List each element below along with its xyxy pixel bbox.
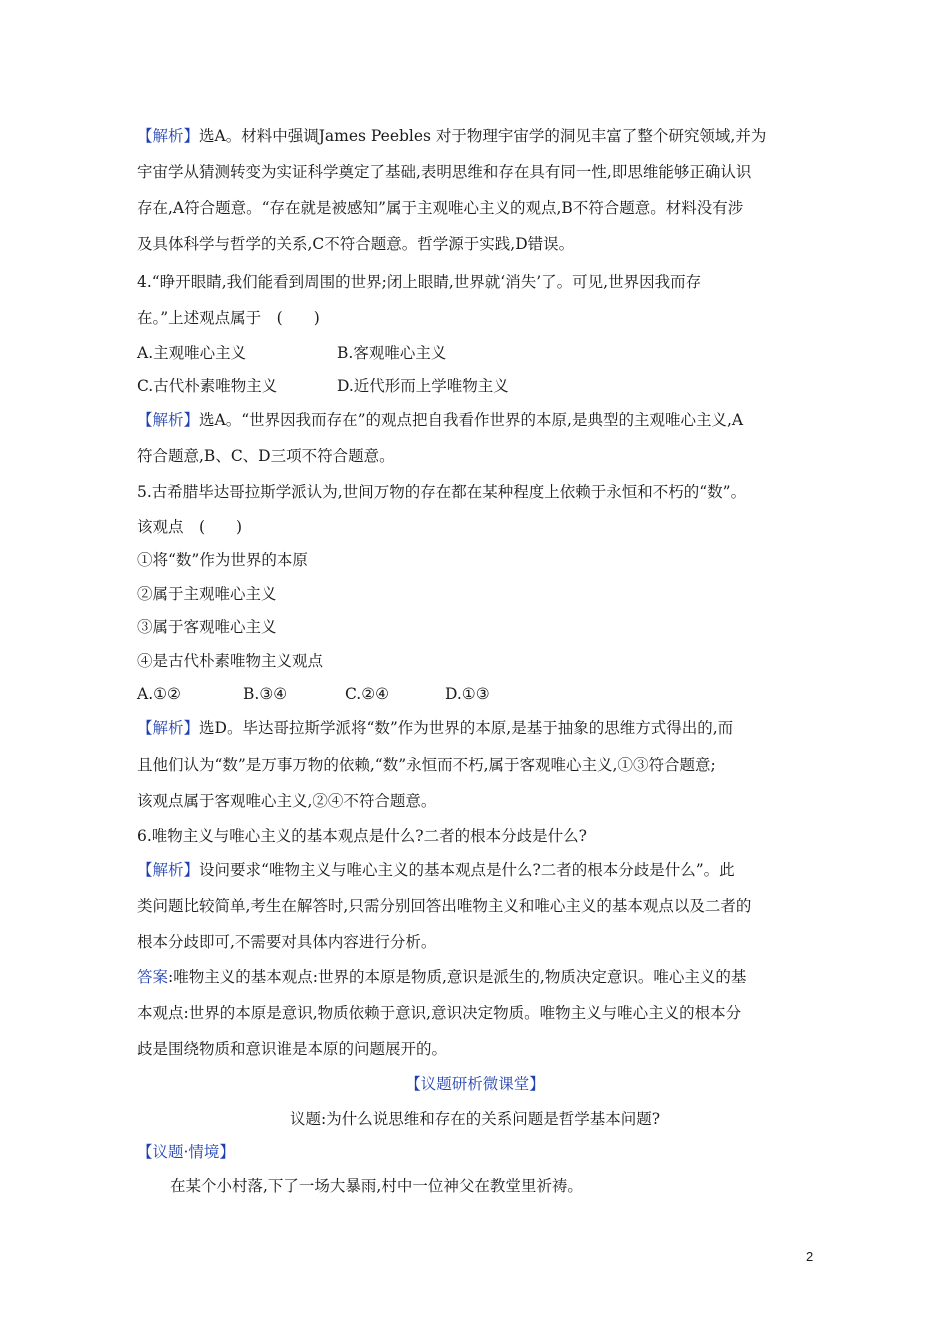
analysis-line: 该观点属于客观唯心主义,②④不符合题意。: [137, 792, 437, 810]
statement-item: ②属于主观唯心主义: [137, 585, 277, 603]
analysis-tag: 【解析】: [137, 411, 200, 429]
answer-line: 本观点:世界的本原是意识,物质依赖于意识,意识决定物质。唯物主义与唯心主义的根本分: [137, 1004, 742, 1022]
answer-line: [137, 967, 746, 987]
analysis-text: 选A。材料中强调James Peebles 对于物理宇宙学的洞见丰富了整个研究领域,并为: [199, 127, 767, 145]
option-d: D.①③: [445, 685, 490, 703]
question-6-stem: 6.唯物主义与唯心主义的基本观点是什么?二者的根本分歧是什么?: [137, 827, 587, 845]
analysis-line: [137, 718, 733, 738]
statement-item: ①将“数”作为世界的本原: [137, 551, 308, 569]
analysis-line: 且他们认为“数”是万事万物的依赖,“数”永恒而不朽,属于客观唯心主义,①③符合题意;: [137, 756, 716, 774]
option-a: A.主观唯心主义: [137, 344, 247, 362]
topic-scene-text: 在某个小村落,下了一场大暴雨,村中一位神父在教堂里祈祷。: [170, 1177, 583, 1195]
analysis-tag: 【解析】: [137, 719, 200, 737]
analysis-tag: 【解析】: [137, 861, 200, 879]
option-b: B.客观唯心主义: [337, 344, 447, 362]
answer-tag: 答案: [137, 968, 169, 986]
question-5-stem: 该观点 ( ): [137, 518, 243, 536]
page-number: 2: [806, 1249, 814, 1264]
analysis-tag: 【解析】: [137, 127, 200, 145]
option-d: D.近代形而上学唯物主义: [337, 377, 509, 395]
option-c: C.古代朴素唯物主义: [137, 377, 278, 395]
topic-title: 议题:为什么说思维和存在的关系问题是哲学基本问题?: [289, 1110, 661, 1128]
analysis-line: [137, 410, 743, 430]
topic-scene-tag: 【议题·情境】: [137, 1143, 235, 1161]
analysis-line: [137, 126, 766, 146]
analysis-line: [137, 860, 735, 880]
analysis-line: 及具体科学与哲学的关系,C不符合题意。哲学源于实践,D错误。: [137, 235, 575, 253]
analysis-line: 类问题比较简单,考生在解答时,只需分别回答出唯物主义和唯心主义的基本观点以及二者的: [137, 897, 752, 915]
analysis-text: 设问要求“唯物主义与唯心主义的基本观点是什么?二者的根本分歧是什么”。此: [199, 861, 735, 879]
section-heading: 【议题研析微课堂】: [405, 1075, 545, 1093]
answer-text: :唯物主义的基本观点:世界的本原是物质,意识是派生的,物质决定意识。唯心主义的基: [168, 968, 747, 986]
analysis-line: 符合题意,B、C、D三项不符合题意。: [137, 447, 395, 465]
statement-item: ③属于客观唯心主义: [137, 618, 277, 636]
option-b: B.③④: [243, 685, 288, 703]
analysis-line: 根本分歧即可,不需要对具体内容进行分析。: [137, 933, 437, 951]
option-c: C.②④: [345, 685, 390, 703]
question-5-stem: 5.古希腊毕达哥拉斯学派认为,世间万物的存在都在某种程度上依赖于永恒和不朽的“数”。: [137, 483, 747, 501]
analysis-line: 宇宙学从猜测转变为实证科学奠定了基础,表明思维和存在具有同一性,即思维能够正确认识: [137, 163, 752, 181]
question-4-stem: 4.“睁开眼睛,我们能看到周围的世界;闭上眼睛,世界就‘消失’了。可见,世界因我而存: [137, 273, 702, 291]
option-a: A.①②: [137, 685, 181, 703]
question-4-stem: 在。”上述观点属于 ( ): [137, 309, 320, 327]
statement-item: ④是古代朴素唯物主义观点: [137, 652, 324, 670]
analysis-text: 选D。毕达哥拉斯学派将“数”作为世界的本原,是基于抽象的思维方式得出的,而: [199, 719, 734, 737]
analysis-text: 选A。“世界因我而存在”的观点把自我看作世界的本原,是典型的主观唯心主义,A: [199, 411, 744, 429]
analysis-line: 存在,A符合题意。“存在就是被感知”属于主观唯心主义的观点,B不符合题意。材料没有涉: [137, 199, 744, 217]
answer-line: 歧是围绕物质和意识谁是本原的问题展开的。: [137, 1040, 448, 1058]
